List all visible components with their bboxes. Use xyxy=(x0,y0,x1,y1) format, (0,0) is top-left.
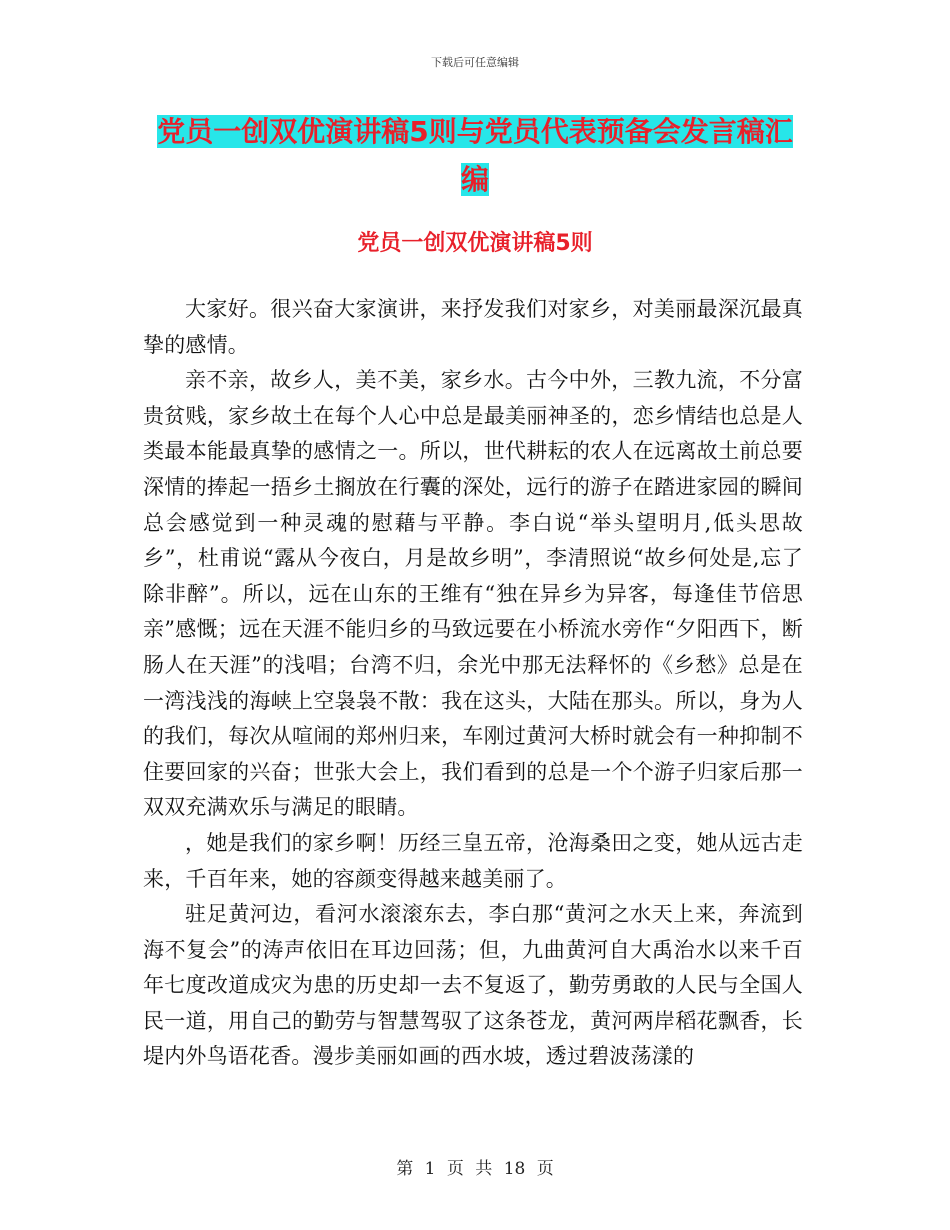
page-number: 第 1 页 共 18 页 xyxy=(396,1159,554,1179)
document-title-text: 党员一创双优演讲稿5则与党员代表预备会发言稿汇编 xyxy=(157,115,793,196)
section-title: 党员一创双优演讲稿5则 xyxy=(357,231,593,256)
paragraph-greeting: 大家好。很兴奋大家演讲，来抒发我们对家乡，对美丽最深沉最真挚的感情。 xyxy=(143,297,803,357)
paragraph-yellow-river: 驻足黄河边，看河水滚滚东去，李白那“黄河之水天上来，奔流到海不复会”的涛声依旧在耳边回荡；但，九曲黄河自大禹治水以来千百年七度改道成灾为患的历史却一去不复返了，勤劳勇敢的人民与全国人民一道，用自己的勤劳与智慧驾驭了这条苍龙，黄河两岸稻花飘香，长堤内外鸟语花香。漫步美丽如画的西水坡，透过碧波荡漾的 xyxy=(143,902,803,1069)
header-note: 下载后可任意编辑 xyxy=(431,56,519,69)
paragraph-hometown-sentiment: 亲不亲，故乡人，美不美，家乡水。古今中外，三教九流，不分富贵贫贱，家乡故土在每个人心中总是最美丽神圣的，恋乡情结也总是人类最本能最真挚的感情之一。所以，世代耕耘的农人在远离故土前总要深情的捧起一捂乡土搁放在行囊的深处，远行的游子在踏进家园的瞬间总会感觉到一种灵魂的慰藉与平静。李白说“举头望明月,低头思故乡”，杜甫说“露从今夜白，月是故乡明”，李清照说“故乡何处是,忘了除非醉”。所以，远在山东的王维有“独在异乡为异客，每逢佳节倍思亲”感慨；远在天涯不能归乡的马致远要在小桥流水旁作“夕阳西下，断肠人在天涯”的浅唱；台湾不归，余光中那无法释怀的《乡愁》总是在一湾浅浅的海峡上空袅袅不散：我在这头，大陆在那头。所以，身为人的我们，每次从喧闹的郑州归来，车刚过黄河大桥时就会有一种抑制不住要回家的兴奋；世张大会上，我们看到的总是一个个游子归家后那一双双充满欢乐与满足的眼睛。 xyxy=(143,368,803,820)
document-title xyxy=(150,108,800,204)
paragraph-history: ，她是我们的家乡啊！历经三皇五帝，沧海桑田之变，她从远古走来，千百年来，她的容颜变得越来越美丽了。 xyxy=(143,830,803,891)
document-body xyxy=(143,292,803,1075)
